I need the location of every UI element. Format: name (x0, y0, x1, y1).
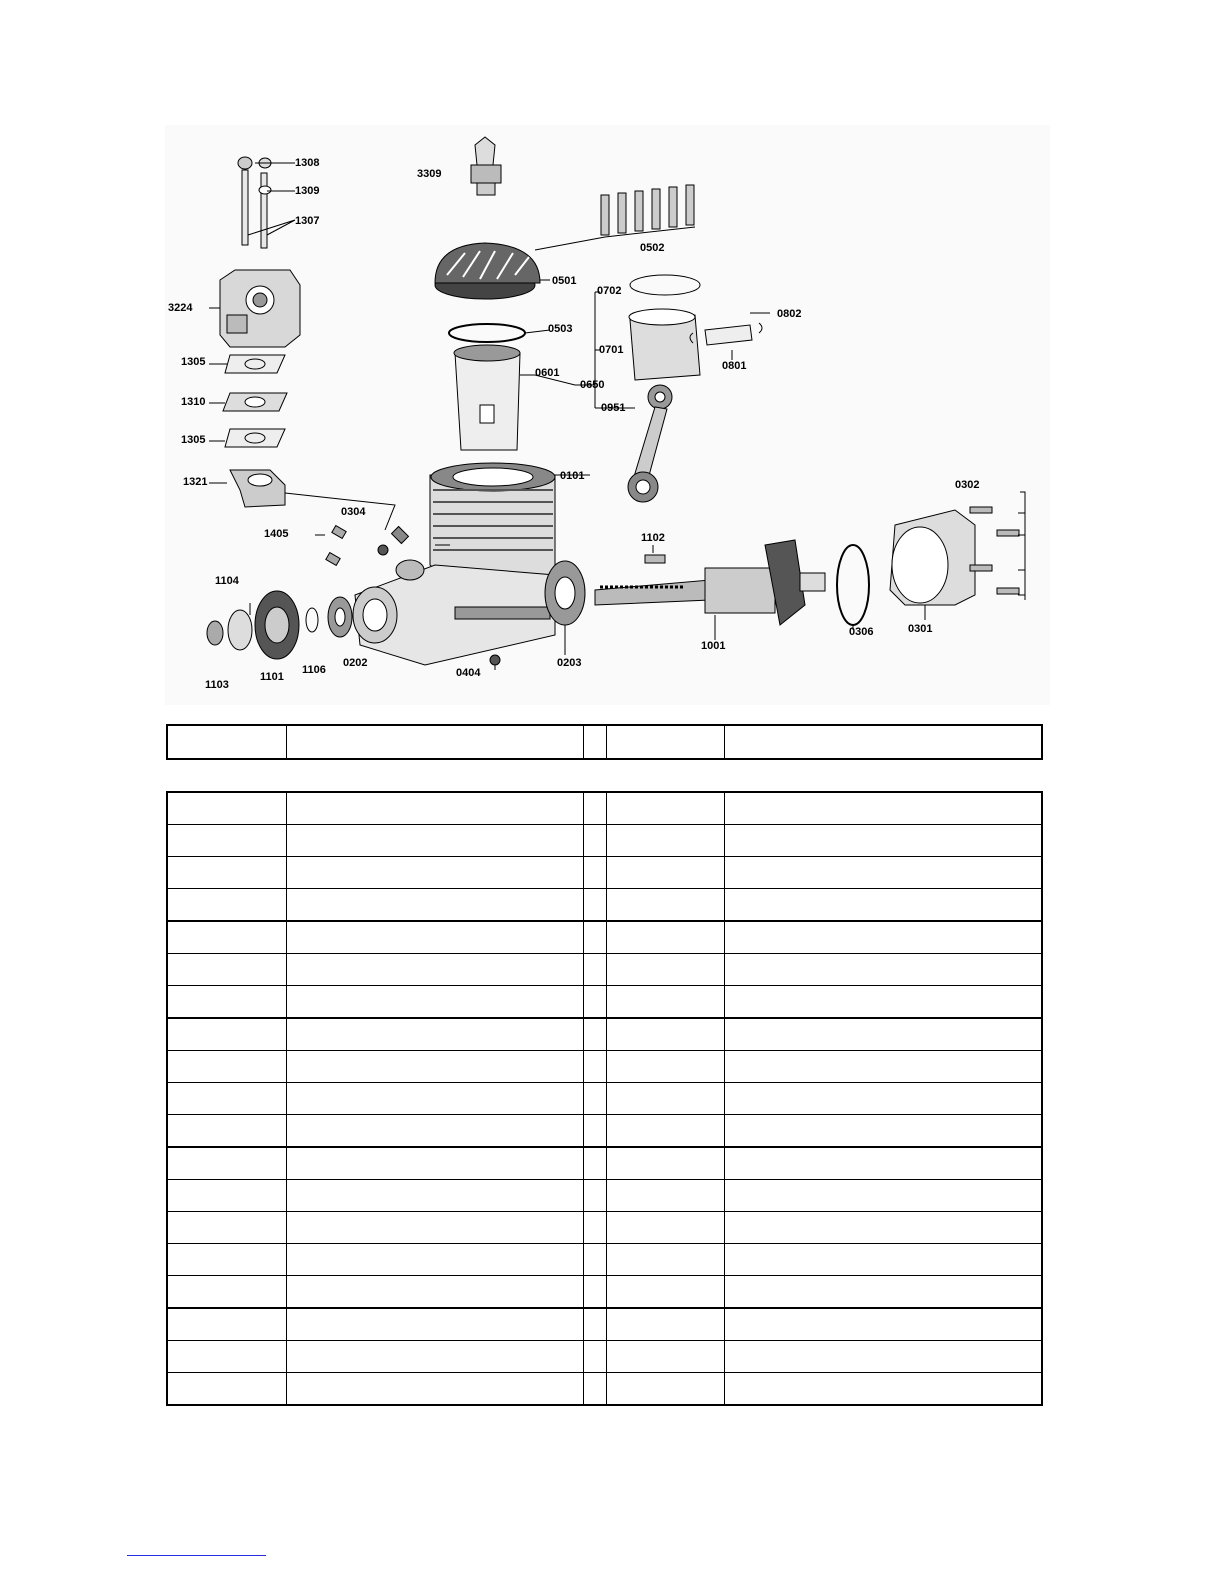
label-0202: 0202 (343, 657, 368, 669)
table-cell (725, 1083, 1043, 1115)
engine-parts-illustration (165, 125, 1050, 705)
label-3224: 3224 (168, 302, 193, 314)
table-cell (607, 954, 725, 986)
label-1102: 1102 (641, 532, 665, 544)
table-cell (584, 1276, 607, 1309)
table-cell (607, 1147, 725, 1180)
table-cell (584, 889, 607, 922)
table-cell (607, 1308, 725, 1341)
table-row (167, 986, 1042, 1019)
label-0801: 0801 (722, 360, 747, 372)
table-cell (287, 1212, 584, 1244)
table-cell (584, 1308, 607, 1341)
table-cell (167, 954, 287, 986)
table-cell (725, 1051, 1043, 1083)
label-0306: 0306 (849, 626, 874, 638)
label-1307: 1307 (295, 215, 320, 227)
header-cell (607, 725, 725, 759)
table-cell (167, 1373, 287, 1406)
table-row (167, 1147, 1042, 1180)
table-cell (167, 921, 287, 954)
label-0502: 0502 (640, 242, 665, 254)
cylinder-sleeve-0601 (454, 345, 520, 450)
table-row (167, 857, 1042, 889)
label-0802: 0802 (777, 308, 802, 320)
label-0301: 0301 (908, 623, 933, 635)
table-cell (584, 1180, 607, 1212)
table-cell (287, 1373, 584, 1406)
table-cell (584, 792, 607, 825)
table-cell (167, 1147, 287, 1180)
table-cell (167, 1341, 287, 1373)
table-cell (287, 1308, 584, 1341)
table-cell (287, 1341, 584, 1373)
table-cell (167, 1276, 287, 1309)
table-cell (287, 954, 584, 986)
table-cell (607, 889, 725, 922)
table-row (167, 825, 1042, 857)
table-cell (584, 954, 607, 986)
header-cell (725, 725, 1043, 759)
exploded-engine-diagram (165, 125, 1050, 705)
label-1321: 1321 (183, 476, 208, 488)
table-cell (725, 1115, 1043, 1148)
label-0501: 0501 (552, 275, 577, 287)
parts-list-table (166, 791, 1043, 1406)
label-1101: 1101 (260, 671, 284, 683)
label-0650: 0650 (580, 379, 605, 391)
table-cell (584, 1115, 607, 1148)
table-cell (287, 1115, 584, 1148)
table-cell (167, 1308, 287, 1341)
table-cell (725, 1308, 1043, 1341)
table-cell (725, 1147, 1043, 1180)
table-cell (725, 857, 1043, 889)
label-1310: 1310 (181, 396, 206, 408)
label-1103: 1103 (205, 679, 229, 691)
table-cell (607, 792, 725, 825)
table-cell (607, 1244, 725, 1276)
table-header-row (167, 725, 1042, 759)
table-cell (584, 1083, 607, 1115)
table-cell (287, 857, 584, 889)
table-cell (167, 792, 287, 825)
label-1405: 1405 (264, 528, 289, 540)
label-1104: 1104 (215, 575, 239, 587)
table-cell (287, 1244, 584, 1276)
table-cell (607, 857, 725, 889)
label-3309: 3309 (417, 168, 442, 180)
table-row (167, 1018, 1042, 1051)
label-1305-bottom: 1305 (181, 434, 206, 446)
table-cell (725, 921, 1043, 954)
table-row (167, 1212, 1042, 1244)
label-1001: 1001 (701, 640, 726, 652)
table-cell (287, 792, 584, 825)
table-cell (584, 1147, 607, 1180)
table-row (167, 921, 1042, 954)
table-cell (167, 1083, 287, 1115)
table-row (167, 1180, 1042, 1212)
label-0101: 0101 (560, 470, 585, 482)
table-cell (584, 825, 607, 857)
table-cell (584, 921, 607, 954)
table-cell (287, 1083, 584, 1115)
table-cell (167, 1244, 287, 1276)
table-cell (584, 1373, 607, 1406)
table-cell (607, 1276, 725, 1309)
table-cell (167, 1115, 287, 1148)
header-cell (167, 725, 287, 759)
table-cell (725, 1373, 1043, 1406)
label-0951: 0951 (601, 402, 626, 414)
table-cell (584, 986, 607, 1019)
table-row (167, 1276, 1042, 1309)
table-cell (287, 825, 584, 857)
label-1305-top: 1305 (181, 356, 206, 368)
label-1308: 1308 (295, 157, 320, 169)
table-cell (584, 1244, 607, 1276)
label-0203: 0203 (557, 657, 582, 669)
table-row (167, 1341, 1042, 1373)
table-cell (607, 921, 725, 954)
carburetor-3224 (220, 270, 300, 347)
table-cell (607, 1051, 725, 1083)
table-cell (725, 1018, 1043, 1051)
table-cell (167, 857, 287, 889)
table-row (167, 1083, 1042, 1115)
table-cell (607, 1341, 725, 1373)
table-cell (167, 825, 287, 857)
table-cell (287, 889, 584, 922)
table-cell (725, 986, 1043, 1019)
table-cell (725, 1276, 1043, 1309)
table-cell (725, 1212, 1043, 1244)
parts-table-header (166, 724, 1043, 760)
parts-list-body (167, 792, 1042, 1405)
table-row (167, 1115, 1042, 1148)
table-row (167, 1244, 1042, 1276)
table-cell (725, 954, 1043, 986)
table-cell (607, 1018, 725, 1051)
footnote-separator (127, 1555, 266, 1556)
table-cell (725, 1180, 1043, 1212)
table-cell (607, 1212, 725, 1244)
table-cell (584, 1018, 607, 1051)
back-cover-0301 (890, 510, 975, 605)
table-cell (607, 825, 725, 857)
table-cell (287, 1051, 584, 1083)
table-cell (725, 1244, 1043, 1276)
table-row (167, 954, 1042, 986)
label-0302: 0302 (955, 479, 980, 491)
table-cell (725, 1341, 1043, 1373)
table-cell (167, 1051, 287, 1083)
table-cell (287, 1180, 584, 1212)
table-cell (287, 921, 584, 954)
table-row (167, 792, 1042, 825)
label-0503: 0503 (548, 323, 573, 335)
table-row (167, 889, 1042, 922)
table-cell (725, 792, 1043, 825)
label-1309: 1309 (295, 185, 320, 197)
table-cell (167, 1180, 287, 1212)
table-cell (287, 1276, 584, 1309)
table-cell (584, 1051, 607, 1083)
table-cell (607, 1373, 725, 1406)
table-cell (584, 1212, 607, 1244)
table-row (167, 1051, 1042, 1083)
table-cell (607, 1115, 725, 1148)
label-1106: 1106 (302, 664, 326, 676)
table-cell (167, 1018, 287, 1051)
label-0304: 0304 (341, 506, 366, 518)
header-cell (584, 725, 607, 759)
table-cell (287, 1018, 584, 1051)
label-0404: 0404 (456, 667, 481, 679)
table-cell (584, 1341, 607, 1373)
table-cell (167, 1212, 287, 1244)
table-row (167, 1308, 1042, 1341)
table-cell (167, 889, 287, 922)
table-cell (584, 857, 607, 889)
table-cell (607, 986, 725, 1019)
table-cell (725, 825, 1043, 857)
header-cell (287, 725, 584, 759)
label-0701: 0701 (599, 344, 624, 356)
table-cell (607, 1180, 725, 1212)
table-cell (287, 1147, 584, 1180)
label-0702: 0702 (597, 285, 622, 297)
label-0601: 0601 (535, 367, 560, 379)
table-cell (167, 986, 287, 1019)
table-row (167, 1373, 1042, 1406)
table-cell (287, 986, 584, 1019)
table-cell (607, 1083, 725, 1115)
table-cell (725, 889, 1043, 922)
